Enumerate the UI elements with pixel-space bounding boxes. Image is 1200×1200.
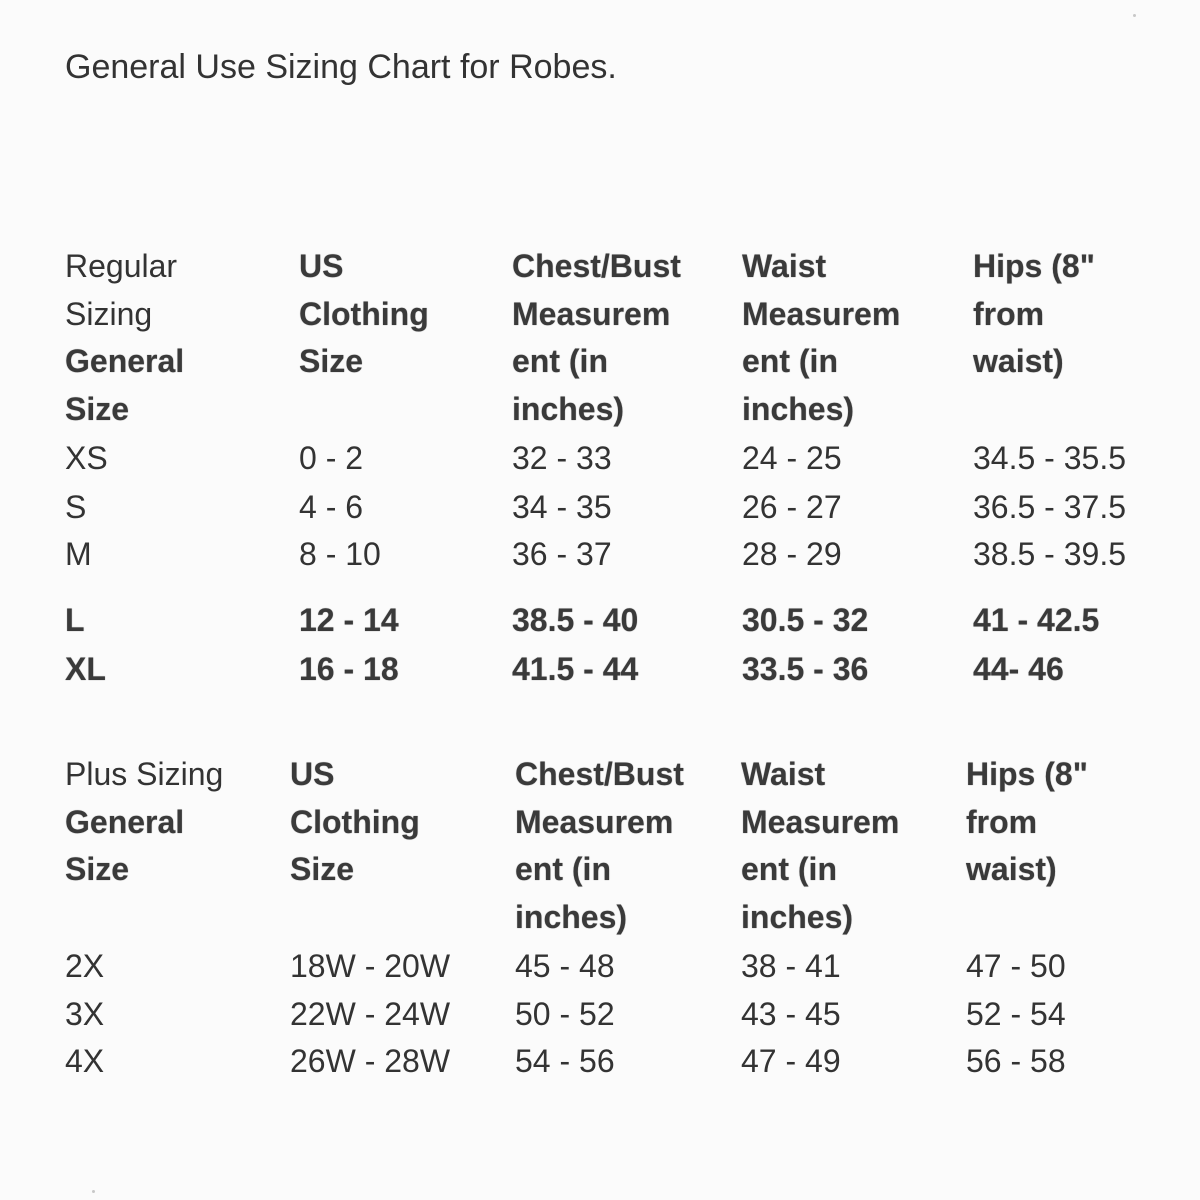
header-line: waist): [973, 343, 1064, 379]
regular-size-cell: XS: [65, 440, 108, 476]
plus-size-cell: 2X: [65, 948, 105, 984]
header-line: Plus Sizing: [65, 756, 224, 792]
plus-waist-cell: 47 - 49: [741, 1043, 841, 1079]
header-line: Size: [299, 343, 364, 379]
regular-header-chest: [512, 243, 681, 433]
header-line: US: [290, 756, 335, 792]
plus-us-cell: 18W - 20W: [290, 948, 451, 984]
scan-speck: [1133, 14, 1136, 17]
regular-us-cell: 0 - 2: [299, 440, 364, 476]
header-line: ent (in: [741, 851, 837, 887]
regular-size-cell: L: [65, 602, 85, 638]
plus-hips-cell: 47 - 50: [966, 948, 1066, 984]
header-line: General: [65, 803, 185, 840]
header-line: from: [973, 295, 1045, 332]
plus-waist-cell: 43 - 45: [741, 996, 841, 1032]
plus-hips-cell: 56 - 58: [966, 1043, 1066, 1079]
regular-hips-cell: 36.5 - 37.5: [973, 489, 1126, 525]
plus-waist-cell: 38 - 41: [741, 948, 841, 984]
header-line: ent (in: [512, 343, 608, 379]
regular-header-us-size: [299, 243, 429, 386]
header-line: inches): [512, 390, 625, 427]
header-line: Waist: [741, 756, 826, 792]
header-line: Sizing: [65, 295, 153, 332]
regular-header-general-size: [65, 243, 184, 433]
regular-chest-cell: 36 - 37: [512, 536, 612, 572]
header-line: Measurem: [742, 295, 901, 332]
regular-us-cell: 8 - 10: [299, 536, 381, 572]
regular-chest-cell: 41.5 - 44: [512, 651, 639, 687]
plus-size-cell: 3X: [65, 996, 105, 1032]
plus-header-general-size: [65, 751, 223, 894]
plus-header-waist: [741, 751, 899, 941]
regular-size-cell: S: [65, 489, 87, 525]
page-title: General Use Sizing Chart for Robes.: [65, 48, 617, 86]
header-line: from: [966, 803, 1038, 840]
regular-size-cell: M: [65, 536, 92, 572]
header-line: Size: [65, 390, 130, 427]
regular-chest-cell: 34 - 35: [512, 489, 612, 525]
header-line: Chest/Bust: [515, 756, 684, 792]
regular-chest-cell: 38.5 - 40: [512, 602, 639, 638]
scan-speck: [92, 1190, 95, 1193]
header-line: inches): [741, 898, 854, 935]
header-line: US: [299, 248, 344, 284]
header-line: Regular: [65, 248, 178, 284]
header-line: Chest/Bust: [512, 248, 681, 284]
regular-waist-cell: 30.5 - 32: [742, 602, 869, 638]
header-line: Hips (8": [966, 756, 1088, 792]
regular-waist-cell: 26 - 27: [742, 489, 842, 525]
header-line: Measurem: [515, 803, 674, 840]
regular-waist-cell: 28 - 29: [742, 536, 842, 572]
regular-us-cell: 16 - 18: [299, 651, 399, 687]
regular-waist-cell: 24 - 25: [742, 440, 842, 476]
header-line: ent (in: [742, 343, 838, 379]
plus-chest-cell: 50 - 52: [515, 996, 615, 1032]
regular-hips-cell: 41 - 42.5: [973, 602, 1100, 638]
header-line: inches): [742, 390, 855, 427]
header-line: inches): [515, 898, 628, 935]
plus-header-hips: [966, 751, 1088, 894]
regular-us-cell: 4 - 6: [299, 489, 364, 525]
header-line: Waist: [742, 248, 827, 284]
plus-size-cell: 4X: [65, 1043, 105, 1079]
header-line: Size: [290, 851, 355, 887]
regular-size-cell: XL: [65, 651, 106, 687]
header-line: waist): [966, 851, 1057, 887]
plus-header-us-size: [290, 751, 420, 894]
plus-us-cell: 22W - 24W: [290, 996, 451, 1032]
header-line: ent (in: [515, 851, 611, 887]
header-line: Hips (8": [973, 248, 1095, 284]
regular-hips-cell: 34.5 - 35.5: [973, 440, 1126, 476]
header-line: General: [65, 343, 185, 379]
regular-hips-cell: 38.5 - 39.5: [973, 536, 1126, 572]
regular-hips-cell: 44- 46: [973, 651, 1064, 687]
plus-hips-cell: 52 - 54: [966, 996, 1066, 1032]
regular-chest-cell: 32 - 33: [512, 440, 612, 476]
plus-chest-cell: 45 - 48: [515, 948, 615, 984]
plus-chest-cell: 54 - 56: [515, 1043, 615, 1079]
regular-us-cell: 12 - 14: [299, 602, 399, 638]
regular-header-waist: [742, 243, 900, 433]
plus-us-cell: 26W - 28W: [290, 1043, 451, 1079]
header-line: Measurem: [512, 295, 671, 332]
regular-waist-cell: 33.5 - 36: [742, 651, 869, 687]
header-line: Size: [65, 851, 130, 887]
regular-header-hips: [973, 243, 1095, 386]
plus-header-chest: [515, 751, 684, 941]
header-line: Clothing: [299, 295, 429, 332]
header-line: Measurem: [741, 803, 900, 840]
header-line: Clothing: [290, 803, 420, 840]
